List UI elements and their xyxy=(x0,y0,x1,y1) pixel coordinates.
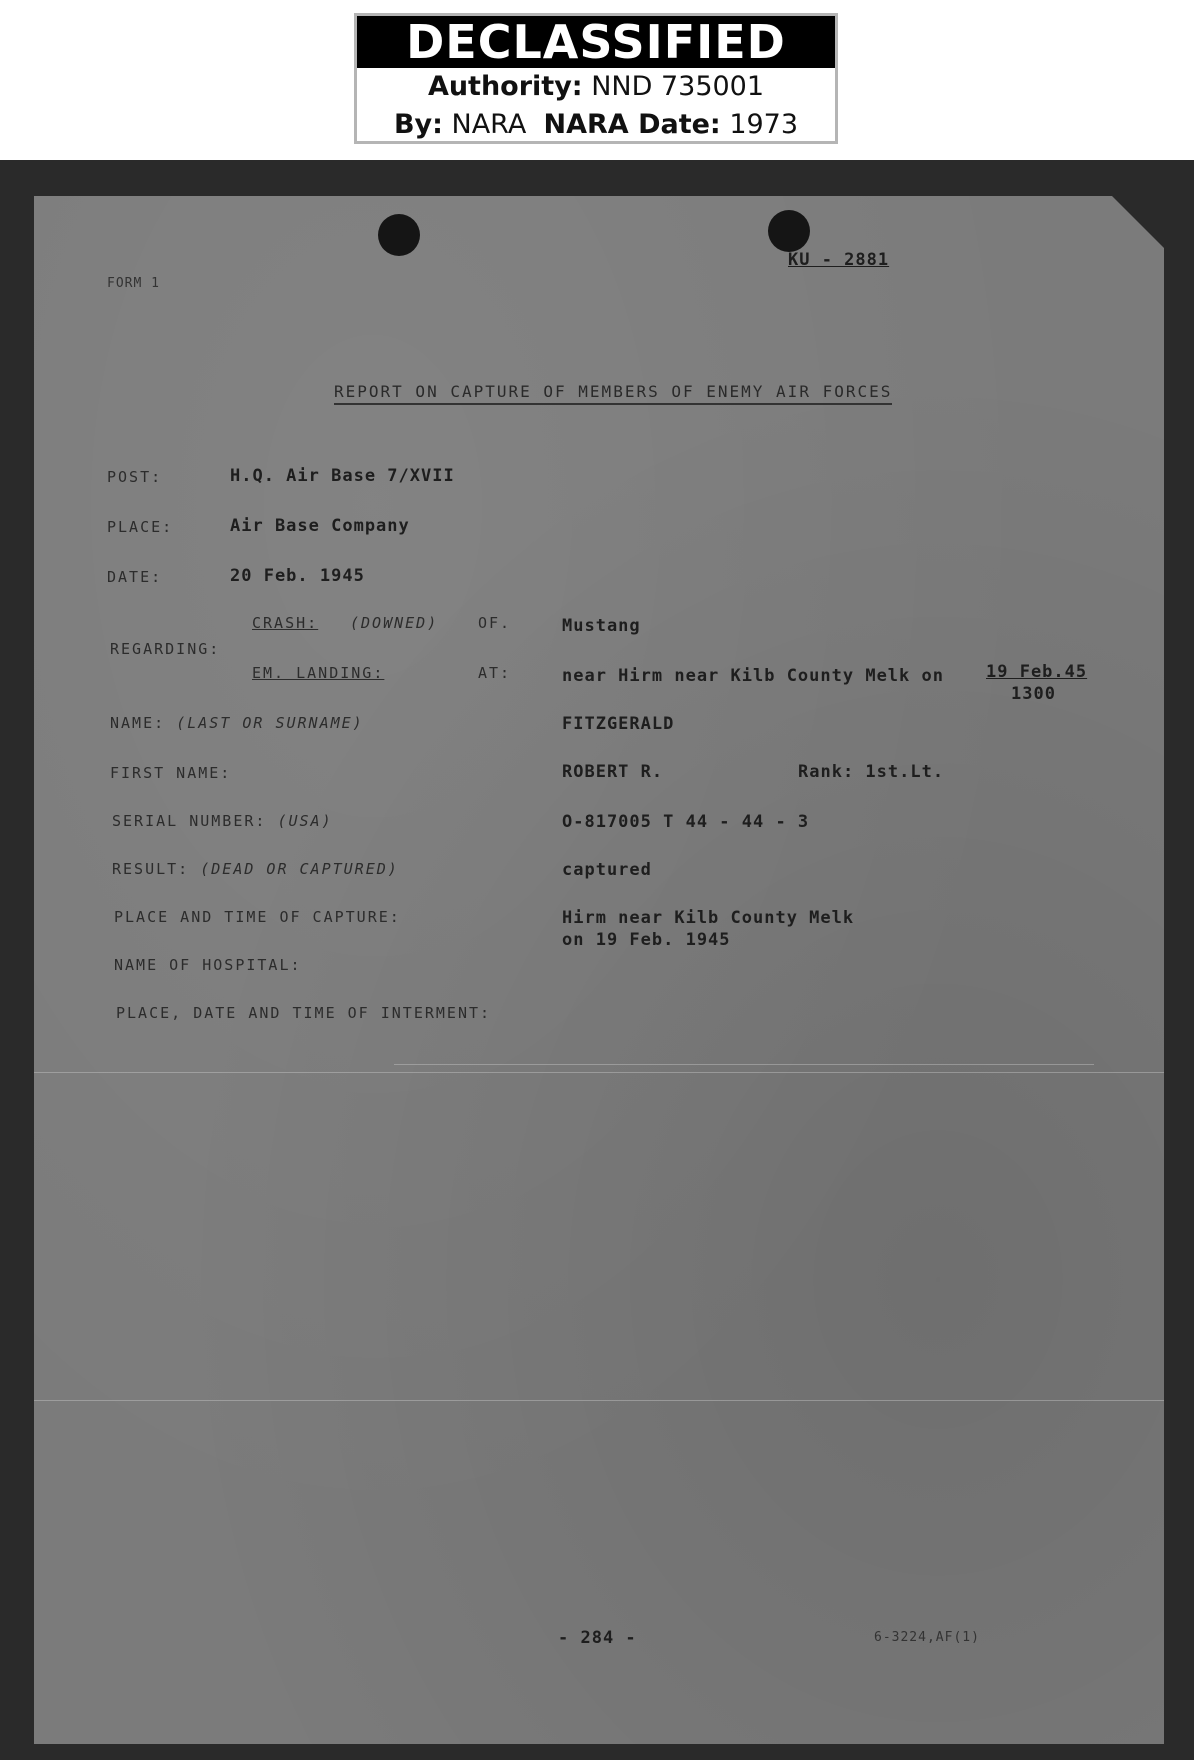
result-label: RESULT: (DEAD OR CAPTURED) xyxy=(112,860,399,878)
stamp-authority-label: Authority: xyxy=(427,71,583,102)
result-value: captured xyxy=(562,860,652,880)
capture-value-line-2: on 19 Feb. 1945 xyxy=(562,930,731,950)
document-sheet xyxy=(34,196,1164,1744)
capture-value-line-1: Hirm near Kilb County Melk xyxy=(562,908,855,928)
interment-label: PLACE, DATE AND TIME OF INTERMENT: xyxy=(116,1004,492,1022)
crash-label: CRASH: xyxy=(252,614,319,632)
name-label: NAME: (LAST OR SURNAME) xyxy=(110,714,364,732)
downed-label: (DOWNED) xyxy=(350,614,439,632)
at-time: 1300 xyxy=(1011,684,1056,704)
place-label: PLACE: xyxy=(107,518,174,536)
name-value: FITZGERALD xyxy=(562,714,675,734)
stamp-by-value: NARA xyxy=(451,109,527,140)
hospital-label: NAME OF HOSPITAL: xyxy=(114,956,302,974)
scratch-mark xyxy=(34,1072,1164,1073)
first-name-value: ROBERT R. xyxy=(562,762,664,782)
stamp-authority-value: NND 735001 xyxy=(591,71,765,102)
at-value: near Hirm near Kilb County Melk on xyxy=(562,666,944,686)
place-value: Air Base Company xyxy=(230,516,410,536)
rank-value: Rank: 1st.Lt. xyxy=(798,762,945,782)
first-name-label: FIRST NAME: xyxy=(110,764,232,782)
serial-value: O-817005 T 44 - 44 - 3 xyxy=(562,812,810,832)
of-value: Mustang xyxy=(562,616,641,636)
scanned-document xyxy=(0,160,1194,1760)
stamp-date-label: NARA Date: xyxy=(543,109,721,140)
post-label: POST: xyxy=(107,468,163,486)
stamp-title: DECLASSIFIED xyxy=(357,16,835,68)
of-label: OF. xyxy=(478,614,512,632)
em-landing-label: EM. LANDING: xyxy=(252,664,385,682)
post-value: H.Q. Air Base 7/XVII xyxy=(230,466,455,486)
at-label: AT: xyxy=(478,664,512,682)
scratch-mark xyxy=(34,1400,1164,1401)
capture-label: PLACE AND TIME OF CAPTURE: xyxy=(114,908,401,926)
at-date: 19 Feb.45 xyxy=(986,662,1088,682)
folded-corner xyxy=(1108,192,1168,252)
punch-hole-right xyxy=(768,210,810,252)
stamp-date-value: 1973 xyxy=(729,109,799,140)
reference-number: KU - 2881 xyxy=(788,250,890,270)
regarding-label: REGARDING: xyxy=(110,640,221,658)
date-value: 20 Feb. 1945 xyxy=(230,566,365,586)
scratch-mark xyxy=(394,1064,1094,1065)
stamp-authority xyxy=(357,68,835,106)
form-number: FORM 1 xyxy=(107,276,160,291)
declassified-stamp xyxy=(354,13,838,144)
document-title: REPORT ON CAPTURE OF MEMBERS OF ENEMY AIR FORCES xyxy=(334,382,892,405)
date-label: DATE: xyxy=(107,568,163,586)
serial-label: SERIAL NUMBER: (USA) xyxy=(112,812,333,830)
page-number: - 284 - xyxy=(558,1628,637,1648)
stamp-by-date xyxy=(357,106,835,144)
stamp-by-label: By: xyxy=(393,109,443,140)
footer-code: 6-3224,AF(1) xyxy=(874,1630,980,1645)
punch-hole-left xyxy=(378,214,420,256)
